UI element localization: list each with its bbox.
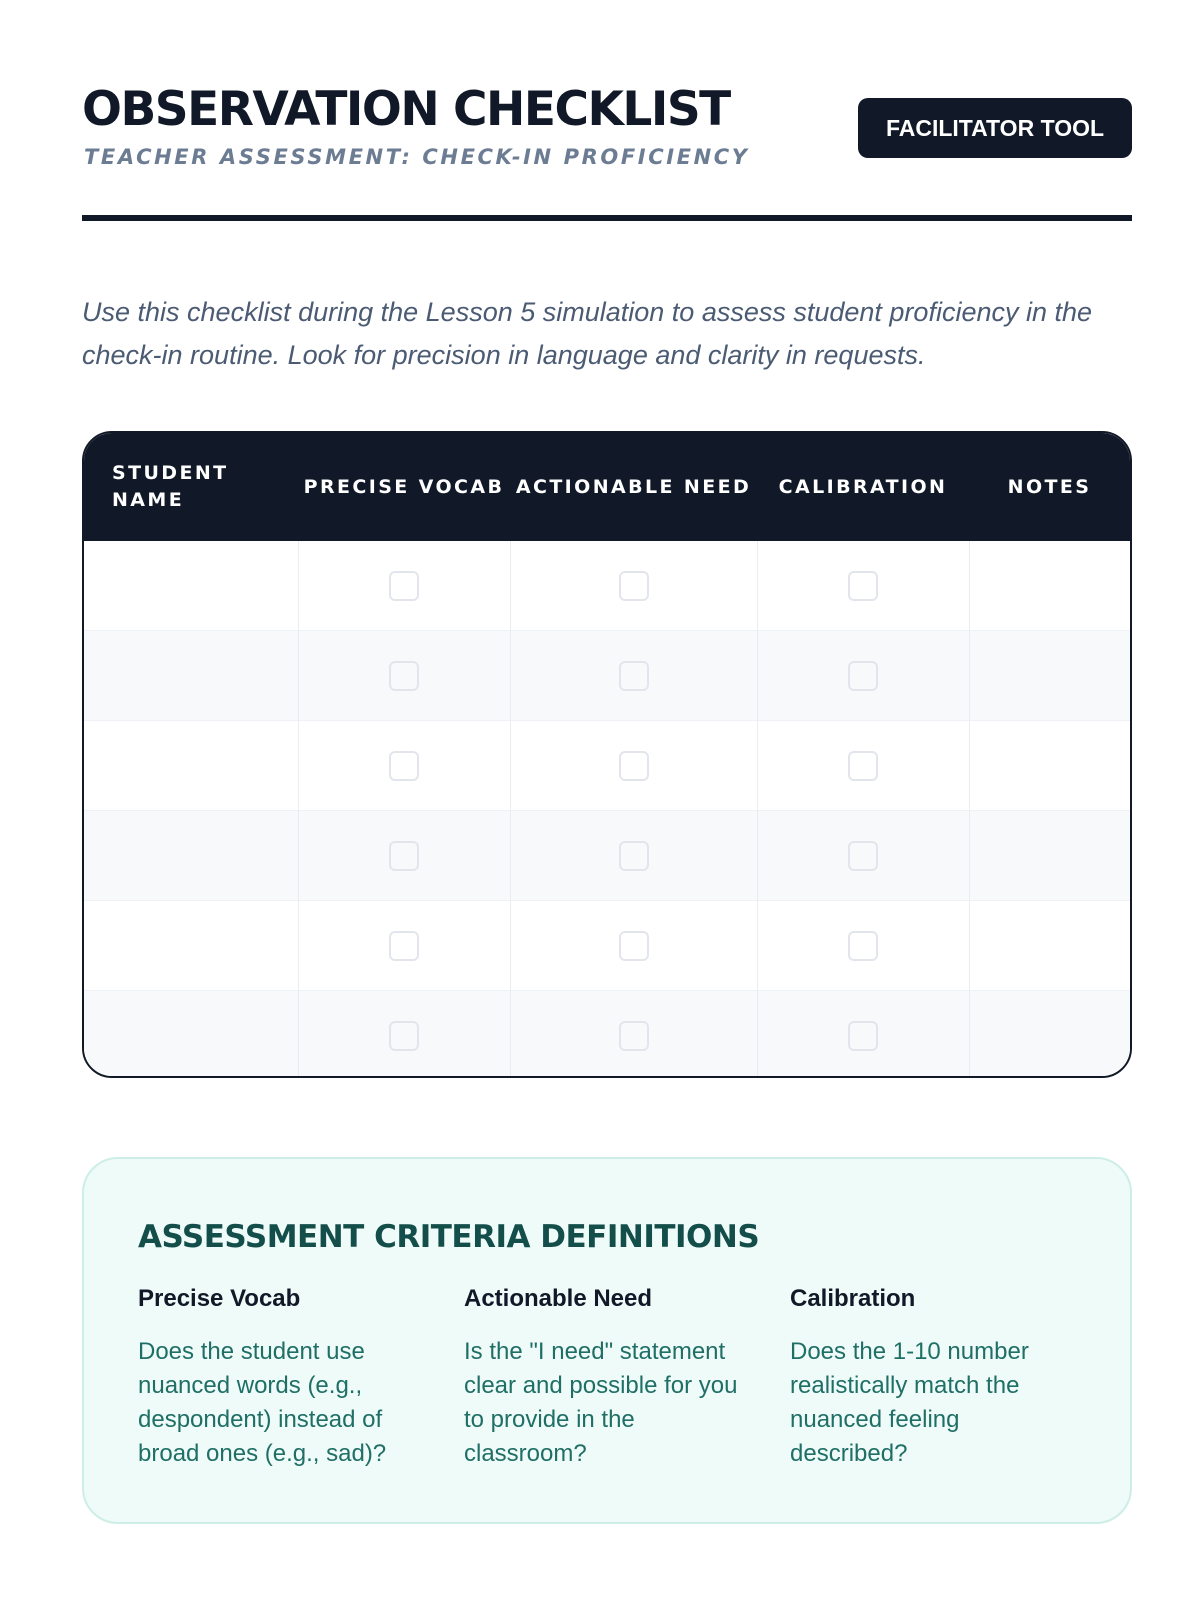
precise-vocab-cell [298,991,510,1079]
table-row [84,901,1130,991]
calibration-checkbox[interactable] [848,661,878,691]
header-divider [82,215,1132,221]
calibration-cell [757,541,969,631]
notes-cell[interactable] [969,631,1130,721]
calibration-cell [757,991,969,1079]
actionable-need-checkbox[interactable] [619,571,649,601]
table-row [84,541,1130,631]
calibration-checkbox[interactable] [848,571,878,601]
precise-vocab-cell [298,631,510,721]
notes-cell[interactable] [969,541,1130,631]
page-title: OBSERVATION CHECKLIST [82,82,730,137]
table-row [84,811,1130,901]
criterion-title: Calibration [790,1285,916,1312]
column-header-actionable-need: ACTIONABLE NEED [510,433,757,541]
actionable-need-cell [510,631,757,721]
precise-vocab-cell [298,901,510,991]
table-row [84,721,1130,811]
student-name-cell[interactable] [84,631,298,721]
criterion-calibration [790,1285,1070,1471]
intro-text: Use this checklist during the Lesson 5 simulation to assess student proficiency in the check-in routine. Look for precision in language and clarity in requests. [82,297,1093,370]
criterion-description: Is the "I need" statement clear and possible for you to provide in the classroom? [464,1338,738,1467]
actionable-need-checkbox[interactable] [619,751,649,781]
observation-table [82,431,1132,1078]
criterion-description: Does the student use nuanced words (e.g., despondent) instead of broad ones (e.g., sad)? [138,1338,387,1467]
actionable-need-cell [510,811,757,901]
precise-vocab-checkbox[interactable] [389,751,419,781]
page-subtitle: TEACHER ASSESSMENT: CHECK-IN PROFICIENCY [84,145,750,169]
column-header-notes: NOTES [969,433,1130,541]
actionable-need-checkbox[interactable] [619,661,649,691]
calibration-cell [757,631,969,721]
table-row [84,991,1130,1079]
column-header-precise-vocab: PRECISE VOCAB [298,433,510,541]
column-header-calibration: CALIBRATION [757,433,969,541]
precise-vocab-checkbox[interactable] [389,1021,419,1051]
precise-vocab-cell [298,811,510,901]
calibration-cell [757,721,969,811]
actionable-need-cell [510,901,757,991]
student-name-cell[interactable] [84,991,298,1079]
notes-cell[interactable] [969,721,1130,811]
student-name-cell[interactable] [84,901,298,991]
table-header-row [84,433,1130,541]
criterion-description: Does the 1-10 number realistically match the nuanced feeling described? [790,1338,1029,1467]
precise-vocab-cell [298,721,510,811]
student-name-cell[interactable] [84,541,298,631]
precise-vocab-cell [298,541,510,631]
facilitator-tool-badge: FACILITATOR TOOL [858,98,1132,158]
calibration-cell [757,811,969,901]
column-header-student-name: STUDENT NAME [84,433,298,541]
calibration-checkbox[interactable] [848,1021,878,1051]
calibration-checkbox[interactable] [848,841,878,871]
header [82,0,1132,222]
page [82,0,1132,1467]
notes-cell[interactable] [969,901,1130,991]
actionable-need-cell [510,991,757,1079]
precise-vocab-checkbox[interactable] [389,661,419,691]
criterion-actionable-need [464,1285,744,1471]
calibration-checkbox[interactable] [848,751,878,781]
criteria-panel [82,1157,1132,1524]
actionable-need-cell [510,721,757,811]
calibration-checkbox[interactable] [848,931,878,961]
criterion-precise-vocab [138,1285,418,1471]
calibration-cell [757,901,969,991]
notes-cell[interactable] [969,991,1130,1079]
criterion-title: Precise Vocab [138,1285,301,1312]
actionable-need-checkbox[interactable] [619,1021,649,1051]
criterion-title: Actionable Need [464,1285,653,1312]
actionable-need-checkbox[interactable] [619,931,649,961]
precise-vocab-checkbox[interactable] [389,571,419,601]
criteria-heading: ASSESSMENT CRITERIA DEFINITIONS [138,1219,760,1255]
student-name-cell[interactable] [84,811,298,901]
precise-vocab-checkbox[interactable] [389,931,419,961]
notes-cell[interactable] [969,811,1130,901]
actionable-need-checkbox[interactable] [619,841,649,871]
table-row [84,631,1130,721]
actionable-need-cell [510,541,757,631]
precise-vocab-checkbox[interactable] [389,841,419,871]
student-name-cell[interactable] [84,721,298,811]
